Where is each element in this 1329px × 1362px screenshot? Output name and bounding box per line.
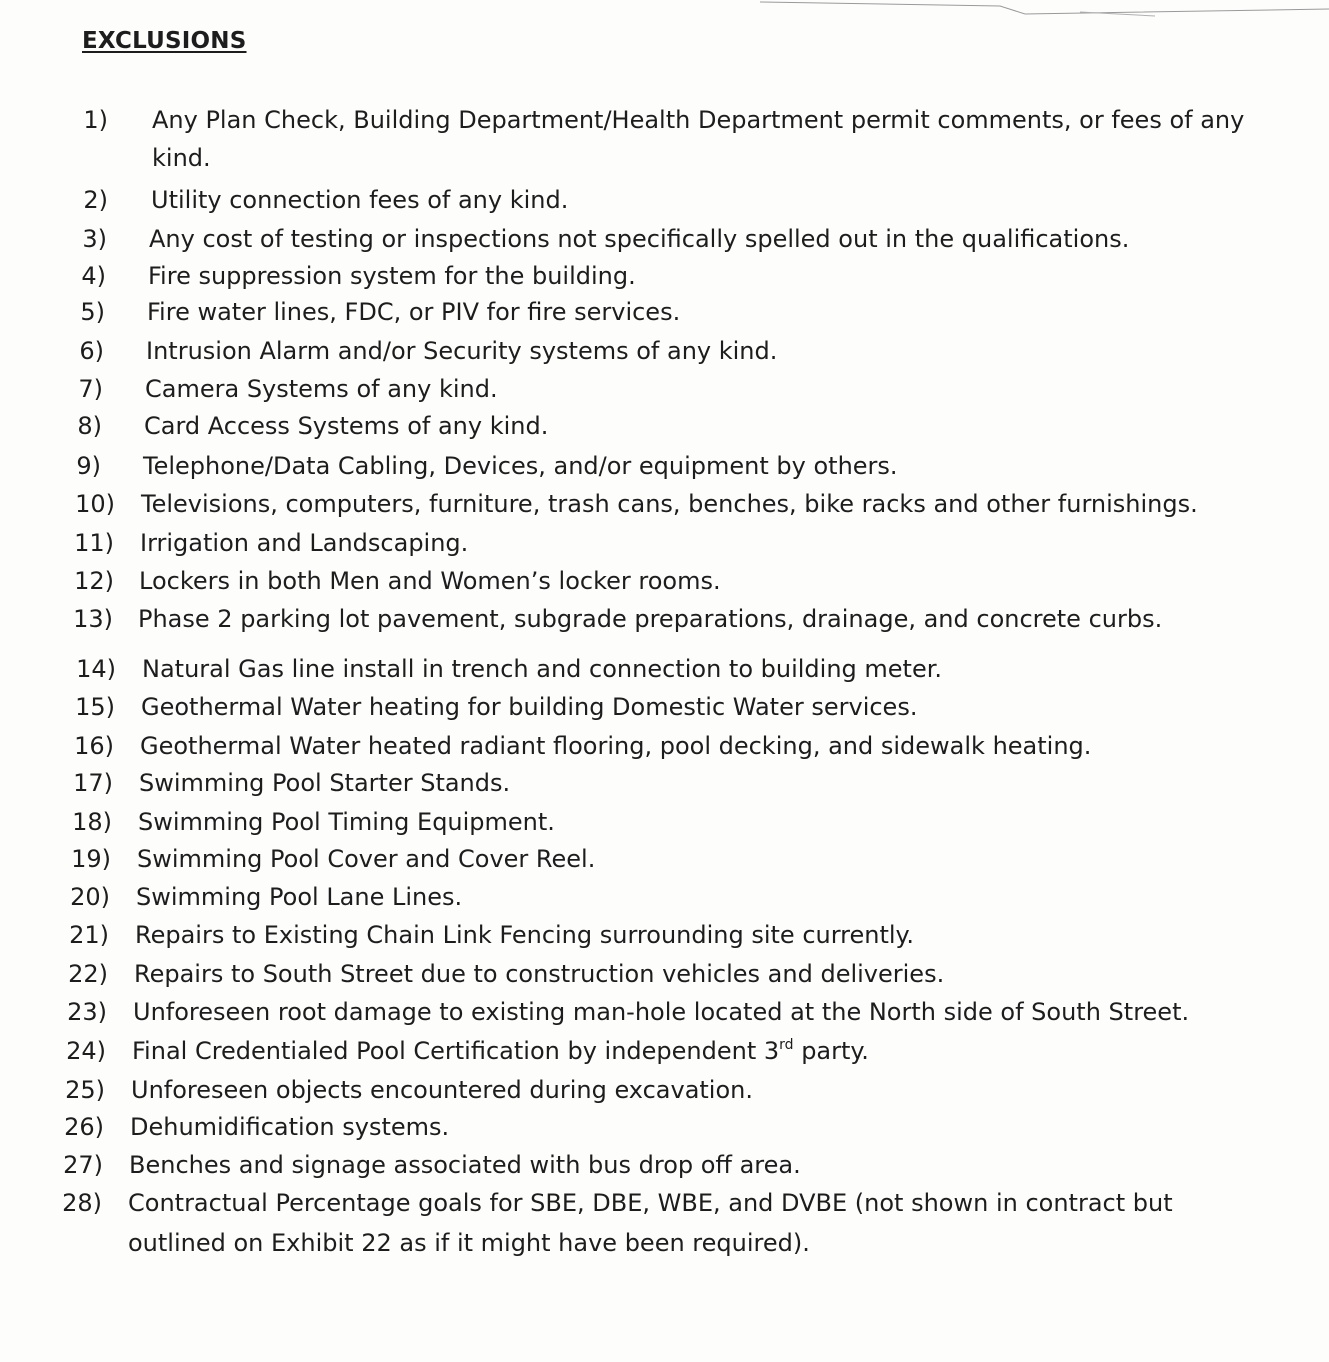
item-number: 18) <box>72 808 112 836</box>
item-number: 21) <box>69 921 109 949</box>
item-number: 3) <box>82 225 107 253</box>
item-text: Fire water lines, FDC, or PIV for fire services. <box>147 298 681 326</box>
item-number: 1) <box>83 106 108 134</box>
item-text: Geothermal Water heating for building Domestic Water services. <box>141 693 918 721</box>
item-number: 13) <box>73 605 113 633</box>
item-number: 12) <box>74 567 114 595</box>
page-title: EXCLUSIONS <box>82 28 247 54</box>
item-text <box>132 1034 869 1068</box>
item-text: Camera Systems of any kind. <box>145 375 498 403</box>
item-text: Swimming Pool Lane Lines. <box>136 883 463 911</box>
item-number: 27) <box>63 1151 103 1179</box>
item-number: 9) <box>76 452 101 480</box>
item-text: Natural Gas line install in trench and connection to building meter. <box>142 655 943 683</box>
item-text: Repairs to Existing Chain Link Fencing surrounding site currently. <box>135 921 914 949</box>
item-number: 20) <box>70 883 110 911</box>
item-number: 24) <box>66 1037 106 1065</box>
item-text-part: party. <box>793 1037 869 1065</box>
item-number: 10) <box>75 490 115 518</box>
item-number: 8) <box>77 412 102 440</box>
item-text: Telephone/Data Cabling, Devices, and/or equipment by others. <box>143 452 898 480</box>
item-text: Contractual Percentage goals for SBE, DBE, WBE, and DVBE (not shown in contract but <box>128 1189 1173 1217</box>
item-number: 17) <box>73 769 113 797</box>
item-text: Swimming Pool Timing Equipment. <box>138 808 555 836</box>
item-text: Benches and signage associated with bus drop off area. <box>129 1151 801 1179</box>
item-text: Any cost of testing or inspections not specifically spelled out in the qualifications. <box>149 225 1130 253</box>
item-text-continuation: outlined on Exhibit 22 as if it might have been required). <box>128 1229 810 1257</box>
item-text: Irrigation and Landscaping. <box>140 529 469 557</box>
ordinal-superscript: rd <box>779 1037 794 1053</box>
item-number: 23) <box>67 998 107 1026</box>
item-text: Repairs to South Street due to construction vehicles and deliveries. <box>134 960 945 988</box>
item-text: Unforeseen root damage to existing man-hole located at the North side of South Street. <box>133 998 1190 1026</box>
item-text: Any Plan Check, Building Department/Health Department permit comments, or fees of any <box>152 106 1245 134</box>
item-text: Lockers in both Men and Women’s locker rooms. <box>139 567 721 595</box>
item-text: Swimming Pool Starter Stands. <box>139 769 511 797</box>
item-text: Swimming Pool Cover and Cover Reel. <box>137 845 596 873</box>
item-number: 2) <box>83 186 108 214</box>
item-number: 4) <box>81 262 106 290</box>
item-number: 28) <box>62 1189 102 1217</box>
item-text: Card Access Systems of any kind. <box>144 412 549 440</box>
item-number: 16) <box>74 732 114 760</box>
item-number: 11) <box>74 529 114 557</box>
item-number: 15) <box>75 693 115 721</box>
item-text: Intrusion Alarm and/or Security systems of any kind. <box>146 337 778 365</box>
item-number: 5) <box>80 298 105 326</box>
item-text: Dehumidification systems. <box>130 1113 450 1141</box>
item-text-part: Final Credentialed Pool Certification by independent 3 <box>132 1037 780 1065</box>
item-number: 14) <box>76 655 116 683</box>
item-number: 19) <box>71 845 111 873</box>
item-text: Televisions, computers, furniture, trash cans, benches, bike racks and other furnishings. <box>141 490 1198 518</box>
item-number: 26) <box>64 1113 104 1141</box>
item-text: Phase 2 parking lot pavement, subgrade preparations, drainage, and concrete curbs. <box>138 605 1163 633</box>
item-text: Unforeseen objects encountered during excavation. <box>131 1076 753 1104</box>
item-number: 22) <box>68 960 108 988</box>
item-text: Geothermal Water heated radiant flooring, pool decking, and sidewalk heating. <box>140 732 1092 760</box>
item-text: Fire suppression system for the building. <box>148 262 636 290</box>
item-text-continuation: kind. <box>152 144 211 172</box>
item-number: 6) <box>79 337 104 365</box>
item-number: 7) <box>78 375 103 403</box>
item-number: 25) <box>65 1076 105 1104</box>
item-text: Utility connection fees of any kind. <box>151 186 569 214</box>
